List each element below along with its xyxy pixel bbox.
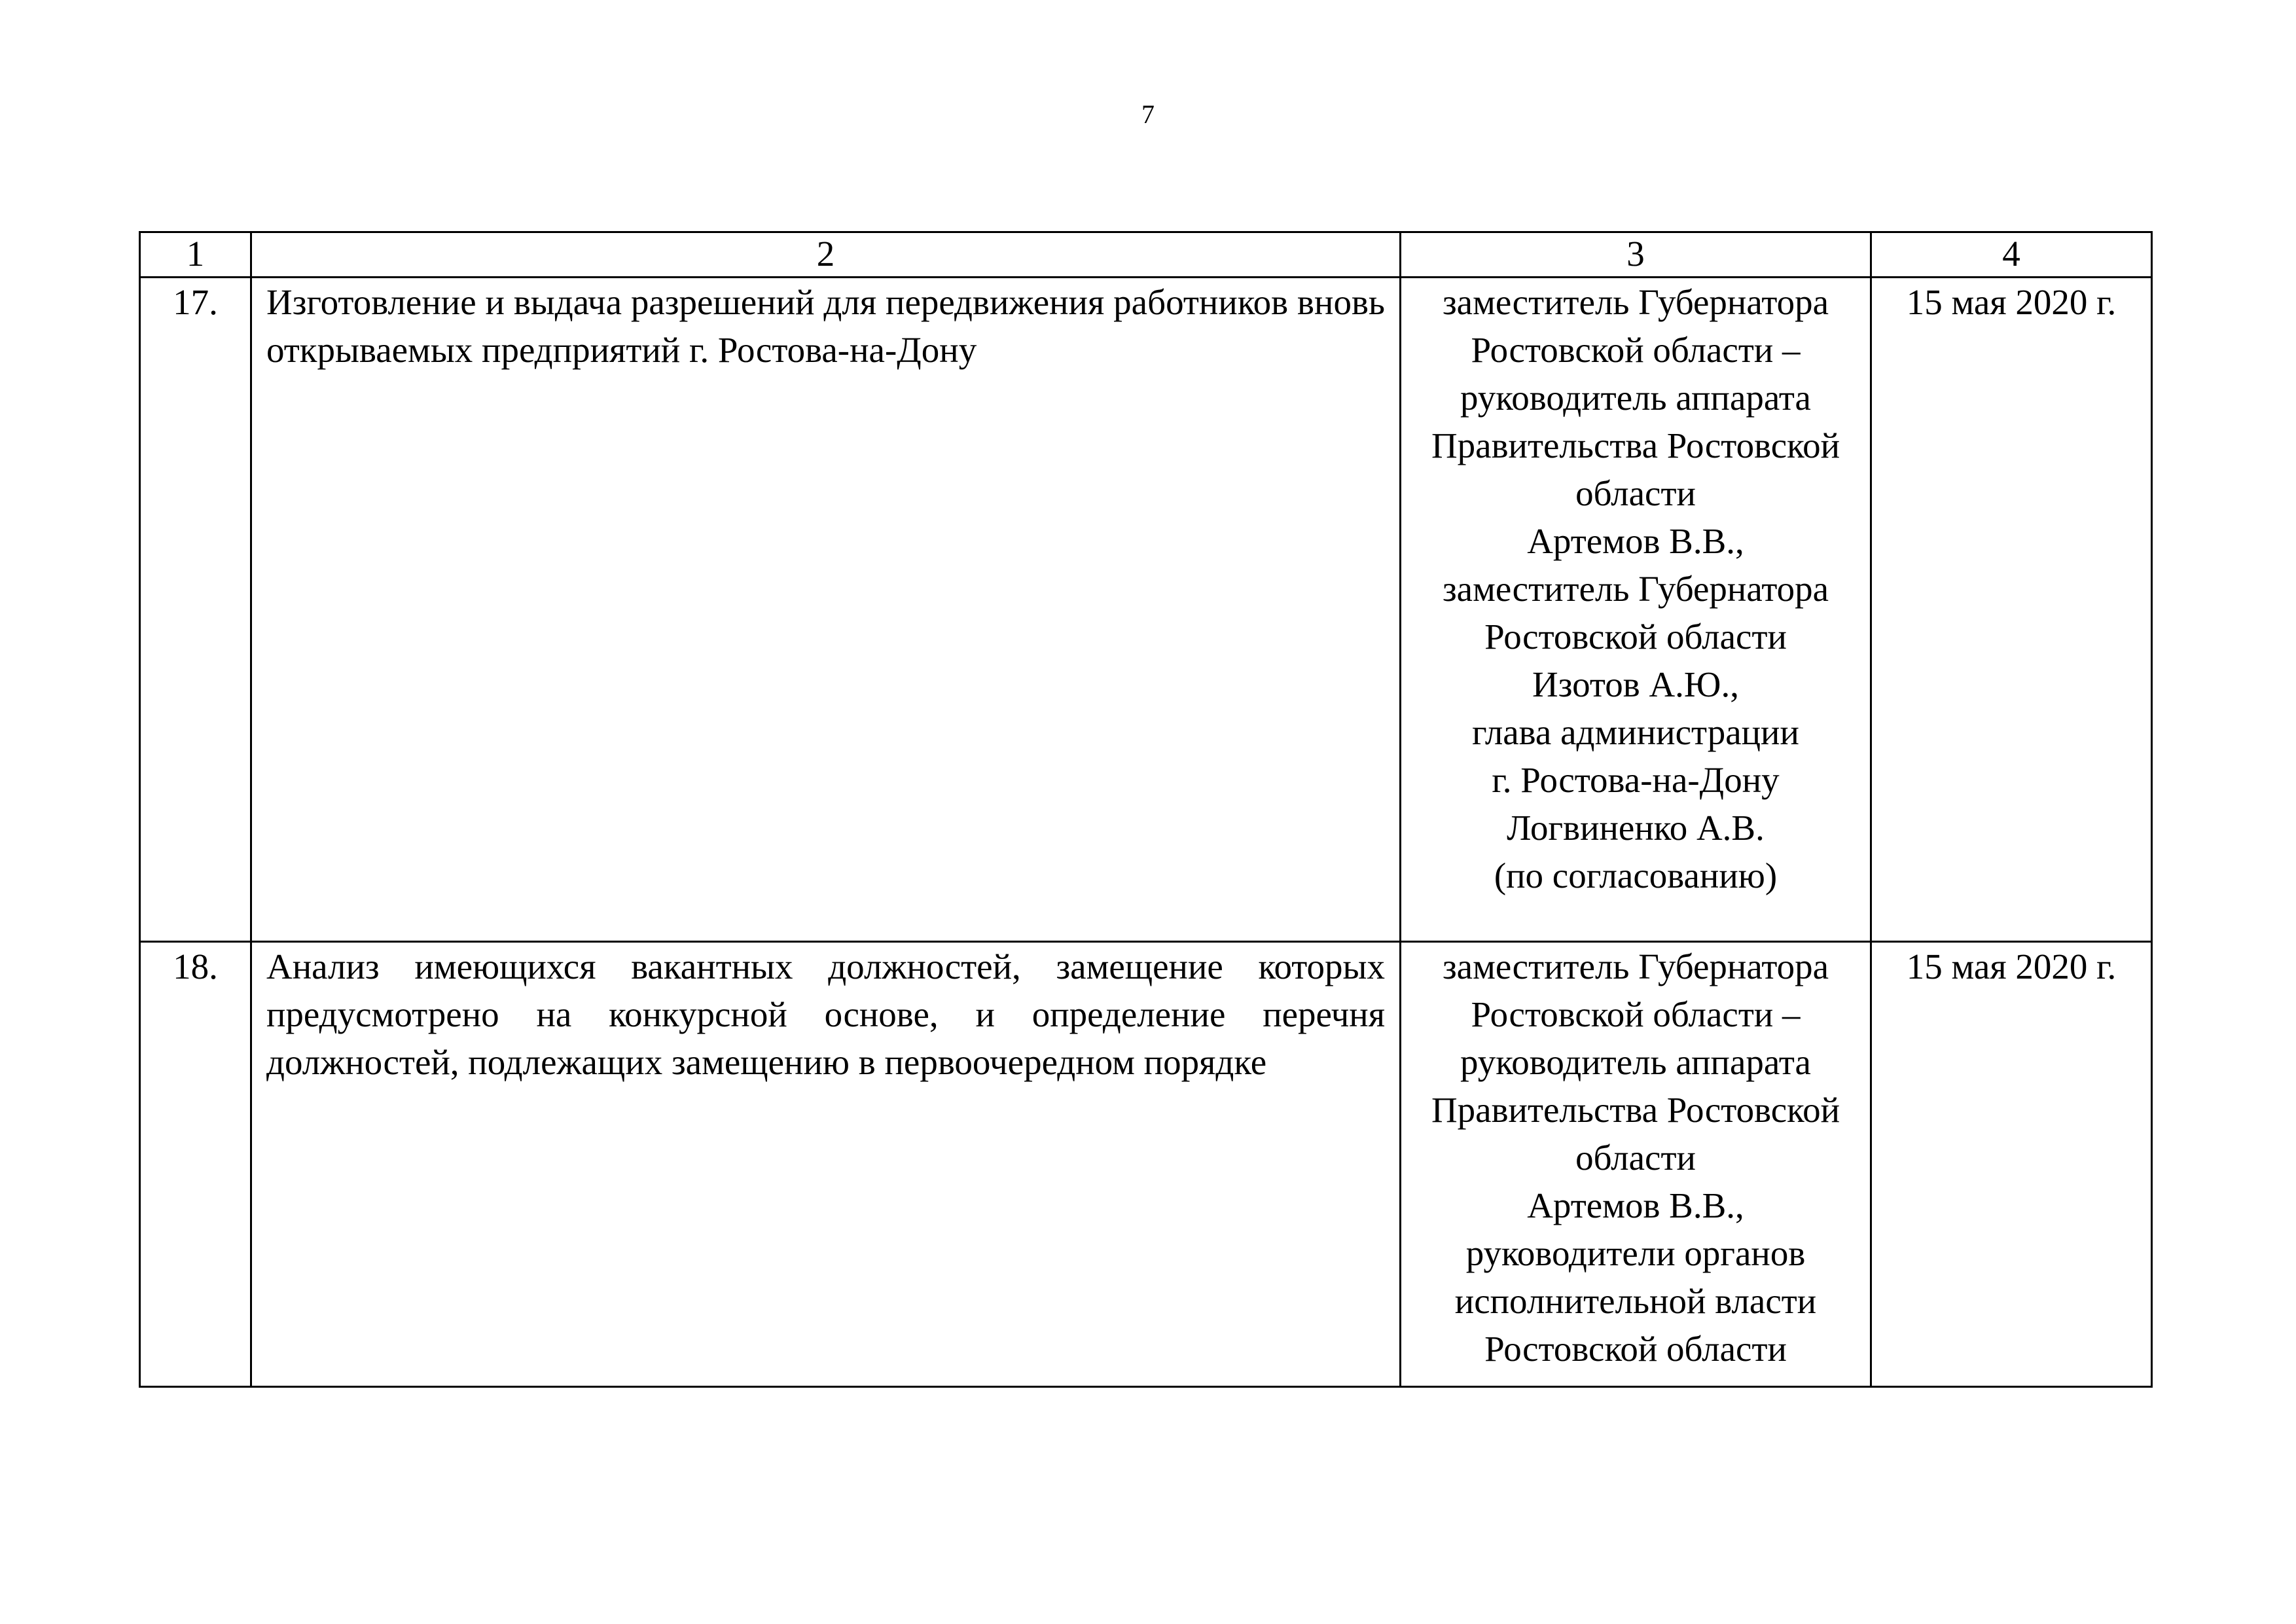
table-header-row (140, 232, 2152, 278)
responsible-line: руководитель аппарата (1460, 1042, 1811, 1082)
responsible-line: Ростовской области – (1471, 330, 1801, 370)
responsible-line: Ростовской области (1484, 617, 1787, 657)
task-description: Изготовление и выдача разрешений для передвижения работников вновь открываемых предприятий г. Ростова-на-Дону (251, 278, 1401, 942)
responsible-line: руководитель аппарата (1460, 378, 1811, 418)
responsible-line: заместитель Губернатора (1442, 569, 1829, 609)
responsible-line: Изотов А.Ю., (1532, 664, 1739, 704)
action-plan-table (139, 231, 2153, 1388)
column-number-4: 4 (1871, 232, 2152, 278)
responsible-line: исполнительной власти (1454, 1281, 1817, 1321)
responsible-line: Правительства Ростовской (1431, 1090, 1840, 1130)
deadline: 15 мая 2020 г. (1871, 278, 2152, 942)
responsible-line: Логвиненко А.В. (1507, 808, 1765, 848)
responsible-line: заместитель Губернатора (1442, 282, 1829, 322)
responsible-line: области (1575, 473, 1696, 513)
task-description: Анализ имеющихся вакантных должностей, замещение которых предусмотрено на конкурсной основе, и определение перечня должностей, подлежащих замещению в первоочередном порядке (251, 942, 1401, 1387)
responsible-line: (по согласованию) (1494, 856, 1778, 895)
column-number-2: 2 (251, 232, 1401, 278)
responsible-line: Ростовской области (1484, 1329, 1787, 1369)
table-row-17 (140, 278, 2152, 942)
row-number: 18. (140, 942, 251, 1387)
responsible-line: Ростовской области – (1471, 994, 1801, 1034)
responsible-line: Правительства Ростовской (1431, 425, 1840, 465)
page-number: 7 (1141, 99, 1155, 129)
responsible-line: заместитель Губернатора (1442, 947, 1829, 986)
responsible-line: г. Ростова-на-Дону (1492, 760, 1780, 800)
row-number: 17. (140, 278, 251, 942)
responsible-persons (1401, 278, 1871, 942)
deadline: 15 мая 2020 г. (1871, 942, 2152, 1387)
responsible-line: глава администрации (1472, 712, 1799, 752)
responsible-line: Артемов В.В., (1527, 1185, 1744, 1225)
responsible-line: Артемов В.В., (1527, 521, 1744, 561)
responsible-line: области (1575, 1138, 1696, 1178)
responsible-persons (1401, 942, 1871, 1387)
responsible-line: руководители органов (1465, 1233, 1806, 1273)
table-row-18 (140, 942, 2152, 1387)
column-number-3: 3 (1401, 232, 1871, 278)
column-number-1: 1 (140, 232, 251, 278)
